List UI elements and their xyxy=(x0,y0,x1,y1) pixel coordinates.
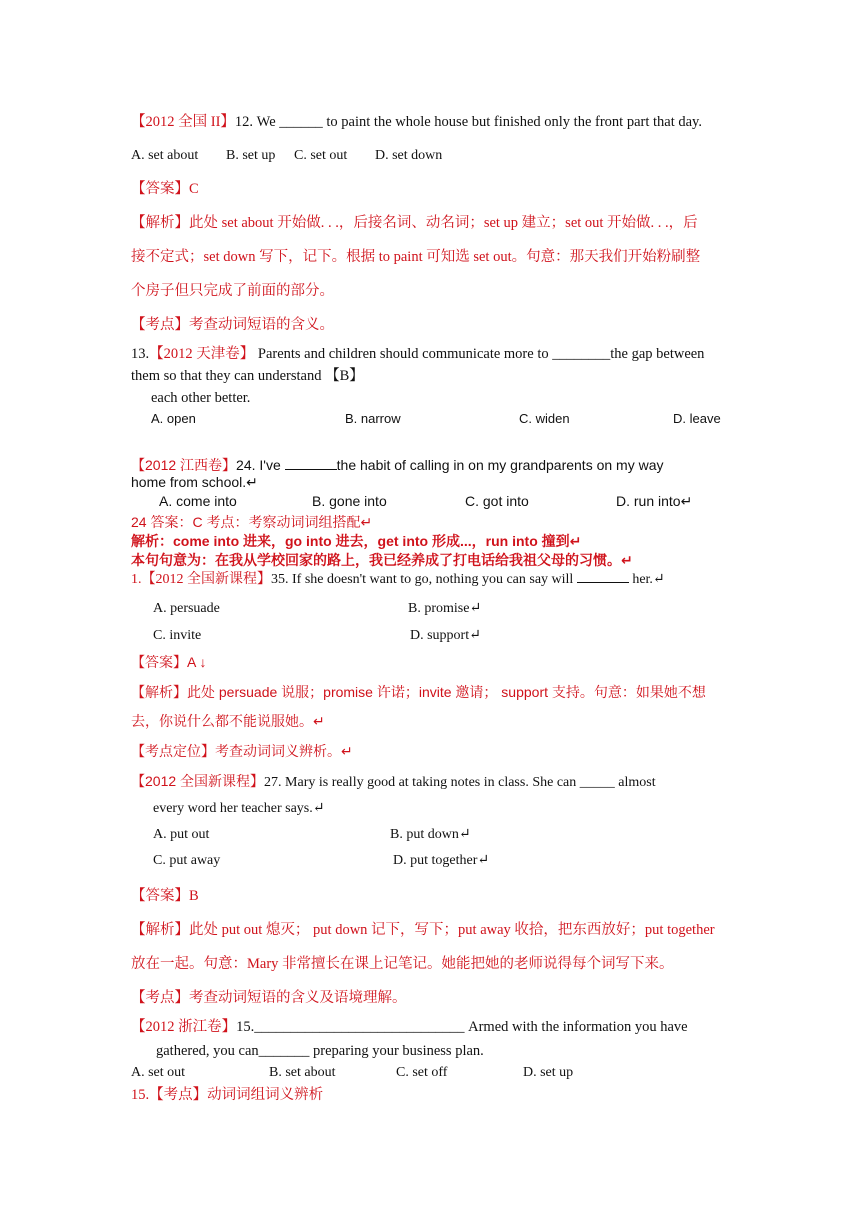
q1-answer: 【答案】C xyxy=(131,181,199,197)
q4-option-d: D. support↵ xyxy=(410,628,481,643)
q4-stem xyxy=(131,570,665,590)
q3-option-d: D. run into↵ xyxy=(616,493,693,509)
q6-option-c: C. set off xyxy=(396,1065,448,1080)
q1-point: 【考点】考查动词短语的含义。 xyxy=(131,317,334,333)
q4-number: 1. xyxy=(131,572,142,587)
q3-answer: 24 答案：C 考点：考察动词词组搭配↵ xyxy=(131,514,373,530)
q2-number: 13. xyxy=(131,346,150,362)
q4-option-b: B. promise↵ xyxy=(408,601,482,616)
q5-stem-1: 27. Mary is really good at taking notes in class. She can _____ almost xyxy=(264,775,656,790)
q6-point-text: 【考点】动词词组词义辨析 xyxy=(149,1087,324,1103)
q1-analysis-line-2: 接不定式；set down 写下，记下。根据 to paint 可知选 set out。句意：那天我们开始粉刷整 xyxy=(131,249,701,265)
q5-tag: 【2012 全国新课程】 xyxy=(131,773,265,789)
q1-stem-post: to paint the whole house but finished only the front part that day. xyxy=(322,114,702,130)
q4-analysis-line-2: 去，你说什么都不能说服她。↵ xyxy=(131,713,325,729)
q5-analysis-line-2: 放在一起。句意：Mary 非常擅长在课上记笔记。她能把她的老师说得每个词写下来。 xyxy=(131,956,674,972)
q4-tag: 【2012 全国新课程】 xyxy=(141,572,271,587)
q4-point: 【考点定位】考查动词词义辨析。↵ xyxy=(131,743,353,759)
q1-stem xyxy=(131,112,702,132)
q6-option-d: D. set up xyxy=(523,1065,574,1080)
q4-option-a: A. persuade xyxy=(153,601,220,616)
q2-option-b: B. narrow xyxy=(345,411,401,426)
q6-stem-line-1 xyxy=(131,1017,688,1037)
q5-option-a: A. put out xyxy=(153,827,210,842)
q1-option-c: C. set out xyxy=(294,148,348,163)
q4-answer: 【答案】A ↓ xyxy=(131,654,207,670)
q2-stem-line-3: each other better. xyxy=(151,390,251,406)
q1-tag: 【2012 全国 II】 xyxy=(131,114,235,130)
q3-option-c: C. got into xyxy=(465,493,529,509)
q6-point-number: 15. xyxy=(131,1087,150,1103)
q1-option-b: B. set up xyxy=(226,148,276,163)
q2-stem-line-2: them so that they can understand 【B】 xyxy=(131,368,364,384)
q6-tag: 【2012 浙江卷】 xyxy=(131,1019,237,1035)
q3-meaning: 本句句意为：在我从学校回家的路上，我已经养成了打电话给我祖父母的习惯。↵ xyxy=(131,552,633,568)
q5-option-d: D. put together↵ xyxy=(393,853,490,868)
q6-stem-1: 15._____________________________ Armed with the information you have xyxy=(236,1019,688,1035)
q5-option-c: C. put away xyxy=(153,853,221,868)
q6-stem-line-2: gathered, you can_______ preparing your business plan. xyxy=(156,1043,484,1059)
q1-option-a: A. set about xyxy=(131,148,199,163)
q3-tag: 【2012 江西卷】 xyxy=(131,457,237,473)
q4-stem-post: her.↵ xyxy=(628,572,665,587)
q3-analysis: 解析：come into 进来，go into 进去，get into 形成...，run into 撞到↵ xyxy=(131,533,582,549)
q5-option-b: B. put down↵ xyxy=(390,827,471,842)
q5-point: 【考点】考查动词短语的含义及语境理解。 xyxy=(131,990,407,1006)
q2-tag: 【2012 天津卷】 xyxy=(149,346,255,362)
q6-option-b: B. set about xyxy=(269,1065,336,1080)
q3-option-a: A. come into xyxy=(159,493,237,509)
q2-option-a: A. open xyxy=(151,411,196,426)
q4-stem-pre: 35. If she doesn't want to go, nothing you can say will xyxy=(271,572,577,587)
q5-analysis-line-1: 【解析】此处 put out 熄灭； put down 记下，写下；put away 收拾，把东西放好；put together xyxy=(131,922,715,938)
q5-stem-line-2: every word her teacher says.↵ xyxy=(153,801,325,816)
q3-blank xyxy=(285,457,337,470)
q5-stem-line-1 xyxy=(131,771,656,793)
q3-stem-line-2: home from school.↵ xyxy=(131,474,258,490)
q1-option-d: D. set down xyxy=(375,148,443,163)
q4-analysis-line-1: 【解析】此处 persuade 说服；promise 许诺；invite 邀请； support 支持。句意：如果她不想 xyxy=(131,684,706,700)
q6-point xyxy=(131,1085,323,1105)
q3-stem-pre: 24. I've xyxy=(236,457,285,473)
q4-option-c: C. invite xyxy=(153,628,202,643)
q2-stem-1: Parents and children should communicate more to ________the gap between xyxy=(254,346,705,362)
q3-option-b: B. gone into xyxy=(312,493,387,509)
q1-analysis-line-3: 个房子但只完成了前面的部分。 xyxy=(131,283,334,299)
q2-stem-line-1 xyxy=(131,344,704,364)
q2-option-d: D. leave xyxy=(673,411,721,426)
q2-option-c: C. widen xyxy=(519,411,570,426)
q6-option-a: A. set out xyxy=(131,1065,186,1080)
q1-analysis-line-1: 【解析】此处 set about 开始做. . .，后接名词、动名词；set up 建立；set out 开始做. . .，后 xyxy=(131,215,698,231)
q3-stem-post: the habit of calling in on my grandparents on my way xyxy=(336,457,664,473)
q5-answer: 【答案】B xyxy=(131,888,199,904)
q1-stem-pre: 12. We xyxy=(234,114,280,130)
q4-blank xyxy=(577,570,629,583)
q1-blank: ______ xyxy=(279,114,323,130)
